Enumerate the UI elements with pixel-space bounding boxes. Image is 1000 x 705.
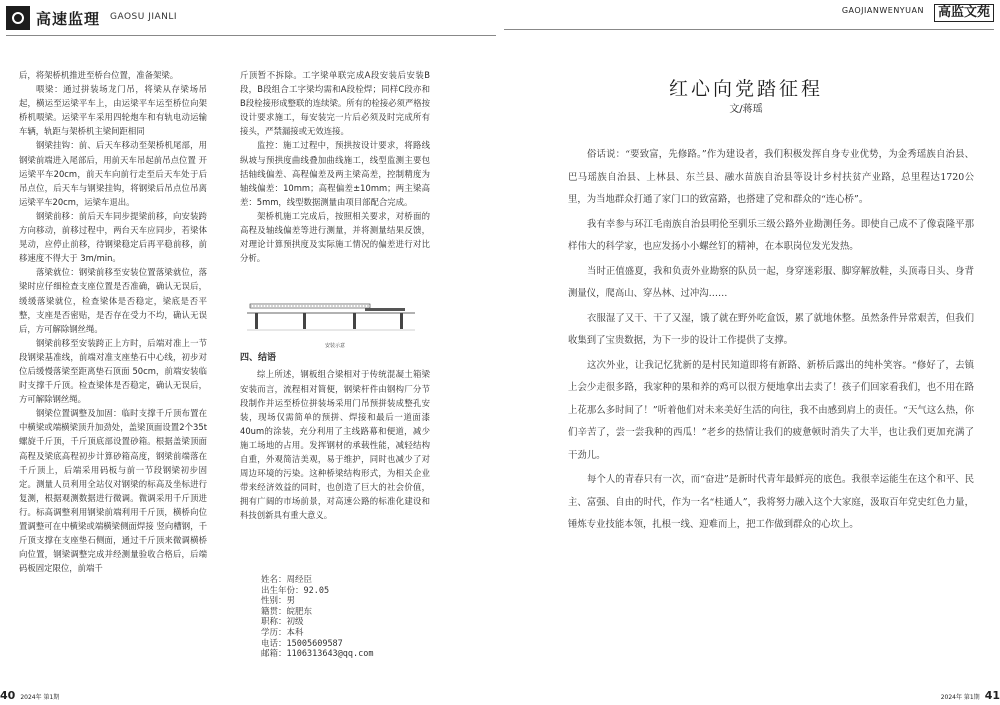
author-phone: 电话：15005609587 [261, 638, 343, 649]
page-number: 40 [0, 689, 16, 702]
magazine-name-en: GAOSU JIANLI [110, 12, 178, 22]
column-name-cn: 高监文苑 [934, 4, 994, 22]
paragraph: 架桥机施工完成后，按照相关要求，对桥面的高程及轴线偏差等进行测量，并将测量结果反馈，对理论计算预拱度及实际施工情况的偏差进行对比分析。 [240, 210, 430, 264]
column-name-en: GAOJIANWENYUAN [841, 6, 924, 15]
magazine-name-cn: 高速监理 [36, 10, 101, 28]
author-gender: 性别：男 [261, 596, 296, 607]
paragraph: 喂梁：通过拼装场龙门吊，将梁从存梁场吊起，横运至运梁平车上，由运梁平车运至桥位向架桥机喂梁。运梁平车采用四轮炮车和有轨电动运输车辆，轨距与架桥机主梁间距相同 [19, 84, 207, 137]
left-page-footer [0, 689, 59, 703]
header-divider [6, 35, 496, 36]
magazine-logo-icon [6, 6, 30, 30]
figure-caption: 安装示意 [324, 343, 345, 349]
paragraph: 俗话说：“要致富，先修路。”作为建设者，我们积极发挥自身专业优势，为金秀瑶族自治县、巴马瑶族自治县、上林县、东兰县、融水苗族自治县等设计乡村扶贫产业路，总里程达1720公里，为当地群众打通了家门口的致富路，也搭建了党和群众的“连心桥”。 [568, 149, 974, 205]
paragraph: 综上所述，钢板组合梁相对于传统混凝土箱梁安装而言，流程相对简便，钢梁杆件由钢构厂分节段制作并运至桥位拼装场采用门吊预拼装成整孔安装，现场仅需简单的预拼、焊接和最后一道面漆40um的涂装，充分利用了主线路幕和便道，减少施工场地的占用。发挥钢材的承载性能，减轻结构自重，外观简洁美观，易于维护，同时也减少了对周边环境的污染。这种桥梁结构形式，为相关企业带来经济效益的同时，也创造了巨大的社会价值，拥有广阔的市场前景，对高速公路的标准化建设和科技创新具有重大意义。 [240, 369, 430, 521]
paragraph: 钢梁位置调整及加固：临时支撑千斤顶布置在中横梁或端横梁顶升加劲处，盖梁顶面设置2个35t螺旋千斤顶，千斤顶底部设置砂箱。根据盖梁顶面高程及梁底高程初步计算砂箱高度，钢梁前端落在千斤顶上，后端采用码板与前一节段钢梁初步固定。测量人员利用全站仪对钢梁的标高及坐标进行复测，根据观测数据进行微调。微调采用千斤顶进行。标高调整利用钢梁前端利用千斤顶，横桥向位置调整可在中横梁或端横梁侧面焊接 竖向槽钢，千斤顶支撑在支座垫石侧面，通过千斤顶来微调横桥向位置，钢梁调整完成并经测量验收合格后，后端码板固定限位，前端千 [19, 408, 207, 574]
paragraph: 钢梁前移至安装跨正上方时，后端对准上一节段钢梁基准线，前端对准支座垫石中心线，初步对位后缓慢落梁至距离垫石顶面 50cm，前端安装临时支撑千斤顶。检查梁体是否稳定，确认无误后，方可解除钢丝绳。 [19, 337, 207, 405]
author-hometown: 籍贯：皖肥东 [261, 606, 313, 617]
paragraph: 斤顶暂不拆除。工字梁单联完成A段安装后安装B段，B段组合工字梁均需和A段栓焊；同样C段亦和B段栓接形成整联的连续梁。所有的栓接必须严格按设计要求施工，每安装完一片后必须及时完成所有接头，严禁漏接或无效连接。 [240, 70, 430, 137]
section-heading: 四、结语 [240, 353, 277, 364]
left-page-header [6, 6, 496, 30]
paragraph: 钢梁挂钩：前、后天车移动至架桥机尾部，用钢梁前端进入尾部后，用前天车吊起前吊点位置 开运梁平车20cm，前天车向前行走至后天车处于后吊点位，后天车与钢梁挂钩，将钢梁后吊点位吊离运梁平车20cm，运梁车退出。 [19, 140, 207, 207]
author-birth-year: 出生年份：92.05 [261, 585, 330, 596]
paragraph: 钢梁前移：前后天车同步提梁前移，向安装跨方向移动，前移过程中，两台天车应同步，若梁体晃动，应停止前移，待钢梁稳定后再平稳前移，前移速度不得大于 3m/min。 [19, 210, 207, 264]
page-number: 41 [984, 689, 1000, 702]
author-email: 邮箱：1106313643@qq.com [261, 649, 374, 660]
issue-label: 2024年 第1期 [20, 694, 60, 701]
paragraph: 这次外业，让我记忆犹新的是村民知道即将有新路、新桥后露出的纯朴笑容。“修好了，去镇上会少走很多路，我家种的果和养的鸡可以很方便地拿出去卖了！孩子们回家看我们，也不用在路上花那么多时间了！”听着他们对未来美好生活的向往，我不由感到肩上的责任。“天气这么热，你们辛苦了，尝一尝我种的西瓜！”老乡的热情让我们的疲惫顿时消失了大半，也让我们更加充满了干劲儿。 [568, 359, 974, 461]
issue-label: 2024年 第1期 [940, 694, 980, 701]
installation-diagram [245, 300, 425, 355]
author-education: 学历：本科 [261, 627, 304, 638]
paragraph: 当时正值盛夏，我和负责外业勘察的队员一起，身穿迷彩服、脚穿解放鞋，头顶毒日头、身背测量仪，爬高山、穿丛林、过冲沟…… [568, 265, 974, 299]
paragraph: 每个人的青春只有一次，而“奋进”是新时代青年最鲜亮的底色。我很幸运能生在这个和平、民主、富强、自由的时代，作为一名“桂通人”，我将努力融入这个大家庭，汲取百年党史红色力量，锤炼专业技能本领，扎根一线、迎难而上，把工作做到群众的心坎上。 [568, 474, 974, 530]
author-info [261, 575, 374, 660]
right-page-footer [941, 689, 1000, 703]
article-column-2 [240, 68, 430, 522]
author-name: 姓名：周经臣 [261, 575, 313, 585]
article-column-1 [19, 68, 207, 575]
right-page-header [504, 4, 994, 30]
author-title: 职称：初级 [261, 617, 304, 628]
paragraph: 我有幸参与环江毛南族自治县明伦至驯乐三级公路外业勘测任务。即使自己成不了像袁隆平那样伟大的科学家，也应发扬小小螺丝钉的精神，在本职岗位发光发热。 [568, 218, 974, 252]
paragraph: 落梁就位：钢梁前移至安装位置落梁就位，落梁时应仔细检查支座位置是否准确，确认无误后，缓缓落梁就位，检查梁体是否稳定，梁底是否平整，支座是否密贴，是否存在受力不均，确认无误后，方可解除钢丝绳。 [19, 267, 207, 334]
article-body [568, 144, 974, 539]
article-title: 红心向党踏征程 [668, 78, 823, 100]
header-divider [504, 29, 994, 30]
paragraph: 监控：施工过程中，预拱按设计要求，将路线纵坡与预拱度曲线叠加曲线施工，线型监测主要包括轴线偏差、高程偏差及两主梁高差，控制精度为轴线偏差：10mm；高程偏差±10mm；两主梁高差：5mm，线型数据测量由项目部配合完成。 [240, 140, 430, 207]
article-byline: 文/蒋瑶 [729, 104, 763, 115]
paragraph: 衣服湿了又干、干了又湿，饿了就在野外吃盒饭，累了就地休整。虽然条件异常艰苦，但我们收集到了宝贵数据，为下一步的设计工作提供了支撑。 [568, 312, 974, 346]
paragraph: 后，将架桥机推进至桥台位置，准备架梁。 [19, 70, 179, 80]
bridge-erection-drawing [245, 300, 425, 342]
